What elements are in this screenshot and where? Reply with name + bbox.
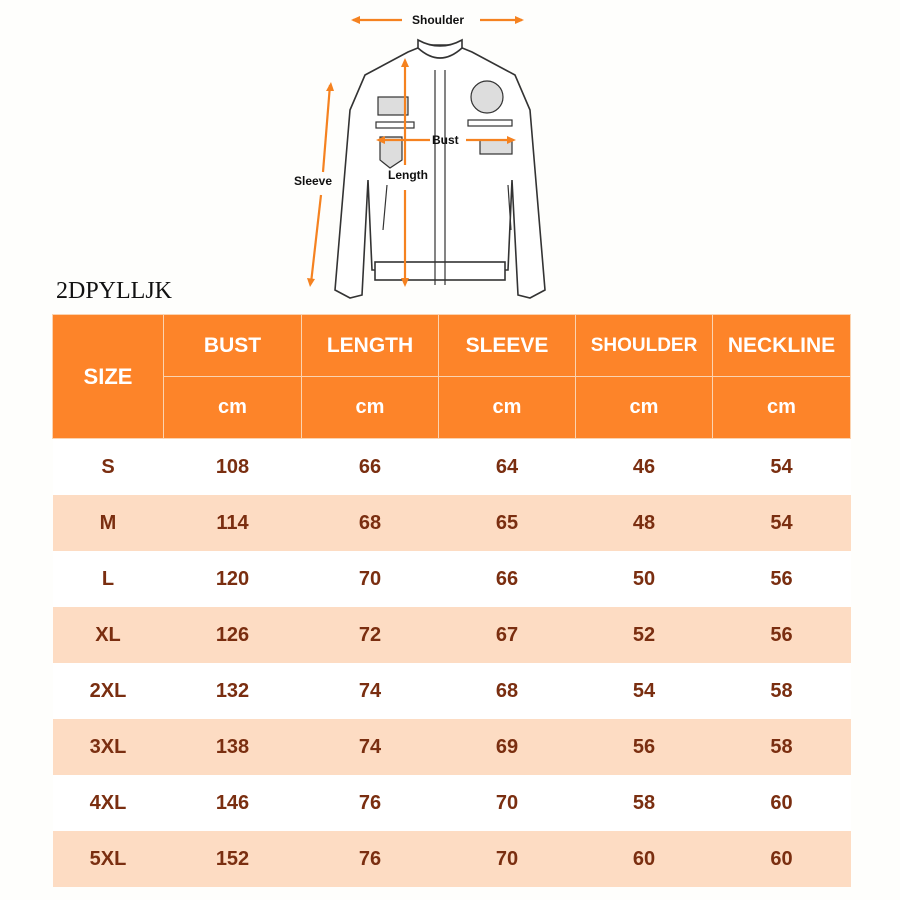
shoulder-cell: 56 [576, 719, 713, 775]
table-row [53, 719, 851, 775]
neckline-cell: 56 [713, 551, 851, 607]
sleeve-header: SLEEVE [439, 315, 576, 377]
neckline-cell: 60 [713, 775, 851, 831]
bust-cell: 114 [164, 495, 302, 551]
length-cell: 72 [302, 607, 439, 663]
size-cell: M [53, 495, 164, 551]
table-row [53, 663, 851, 719]
bust-cell: 126 [164, 607, 302, 663]
size-cell: L [53, 551, 164, 607]
shoulder-cell: 58 [576, 775, 713, 831]
sleeve-cell: 64 [439, 439, 576, 496]
bust-label: Bust [432, 133, 459, 147]
size-chart-table [52, 314, 851, 887]
neckline-cell: 54 [713, 495, 851, 551]
shoulder-cell: 54 [576, 663, 713, 719]
length-cell: 66 [302, 439, 439, 496]
table-row [53, 551, 851, 607]
sleeve-label: Sleeve [294, 174, 333, 188]
jacket-measurement-diagram [290, 0, 590, 300]
bust-cell: 132 [164, 663, 302, 719]
sleeve-cell: 68 [439, 663, 576, 719]
size-cell: 4XL [53, 775, 164, 831]
sleeve-cell: 69 [439, 719, 576, 775]
bust-cell: 152 [164, 831, 302, 887]
neckline-cell: 60 [713, 831, 851, 887]
neckline-unit: cm [713, 377, 851, 439]
shoulder-header: SHOULDER [576, 315, 713, 377]
size-cell: S [53, 439, 164, 496]
table-row [53, 439, 851, 496]
size-cell: 3XL [53, 719, 164, 775]
size-cell: XL [53, 607, 164, 663]
neckline-cell: 56 [713, 607, 851, 663]
length-cell: 74 [302, 663, 439, 719]
neckline-cell: 58 [713, 719, 851, 775]
jacket-illustration-icon [290, 0, 590, 300]
bust-cell: 138 [164, 719, 302, 775]
size-cell: 2XL [53, 663, 164, 719]
table-row [53, 495, 851, 551]
bust-cell: 146 [164, 775, 302, 831]
length-cell: 70 [302, 551, 439, 607]
size-header: SIZE [53, 315, 164, 439]
size-cell: 5XL [53, 831, 164, 887]
shoulder-label: Shoulder [412, 13, 465, 27]
bust-unit: cm [164, 377, 302, 439]
shoulder-cell: 48 [576, 495, 713, 551]
length-cell: 74 [302, 719, 439, 775]
bust-cell: 120 [164, 551, 302, 607]
length-cell: 76 [302, 775, 439, 831]
length-label: Length [388, 168, 428, 182]
length-unit: cm [302, 377, 439, 439]
shoulder-cell: 60 [576, 831, 713, 887]
table-row [53, 775, 851, 831]
sleeve-cell: 67 [439, 607, 576, 663]
length-cell: 68 [302, 495, 439, 551]
shoulder-cell: 46 [576, 439, 713, 496]
product-code: 2DPYLLJK [56, 278, 173, 304]
table-row [53, 831, 851, 887]
sleeve-cell: 66 [439, 551, 576, 607]
bust-header: BUST [164, 315, 302, 377]
length-cell: 76 [302, 831, 439, 887]
sleeve-cell: 65 [439, 495, 576, 551]
shoulder-cell: 52 [576, 607, 713, 663]
shoulder-cell: 50 [576, 551, 713, 607]
sleeve-cell: 70 [439, 831, 576, 887]
table-row [53, 607, 851, 663]
sleeve-cell: 70 [439, 775, 576, 831]
neckline-cell: 54 [713, 439, 851, 496]
neckline-header: NECKLINE [713, 315, 851, 377]
shoulder-unit: cm [576, 377, 713, 439]
neckline-cell: 58 [713, 663, 851, 719]
length-header: LENGTH [302, 315, 439, 377]
sleeve-unit: cm [439, 377, 576, 439]
bust-cell: 108 [164, 439, 302, 496]
